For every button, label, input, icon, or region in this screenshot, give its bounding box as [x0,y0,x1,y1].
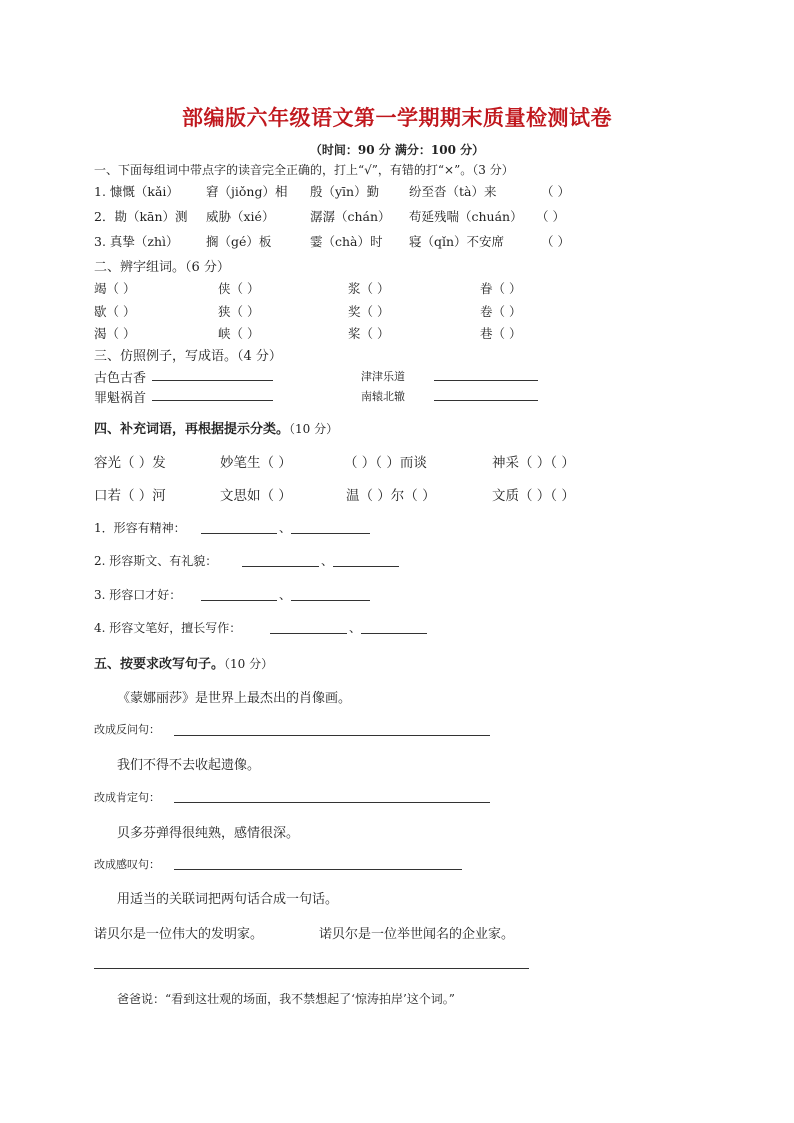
section-4-score: （10 分） [289,422,339,436]
s1-r1-b: 窘（jiǒng）相 [206,184,288,199]
s1-r2-a: 2．勘（kān）测 [94,209,188,224]
s1-r1-c: 殷（yīn）勤 [310,184,380,199]
s1-r2-e: （ ） [536,209,565,224]
idiom-example-3: 罪魁祸首 [94,391,147,406]
s1-r2-b: 威胁（xié） [206,209,275,224]
separator: 、 [349,621,362,635]
section-4-title: 四、补充词语，再根据提示分类。 [94,422,290,437]
s4-r1-c1: 容光（ ）发 [94,455,166,471]
idiom-example-1: 古色古香 [94,371,147,386]
sentence-5b: 诺贝尔是一位举世闻名的企业家。 [319,927,515,942]
answer-line[interactable] [434,380,538,381]
answer-line[interactable] [242,566,319,567]
sentence-3: 贝多芬弹得很纯熟，感情很深。 [117,826,300,841]
sentence-6: 爸爸说：“看到这壮观的场面，我不禁想起了‘惊涛拍岸’这个词。” [117,992,455,1006]
s4-r2-c1: 口若（ ）河 [94,488,166,504]
exam-title: 部编版六年级语文第一学期期末质量检测试卷 [182,106,612,130]
answer-line[interactable] [201,600,277,601]
s4-r2-c4: 文质（ ）（ ） [492,488,575,504]
s1-r1-a: 1. 慷慨（kǎi） [94,184,179,199]
answer-line[interactable] [152,380,273,381]
answer-line[interactable] [434,400,538,401]
section-5-score: （10 分） [224,657,274,671]
answer-line[interactable] [270,633,347,634]
instruction-combine: 用适当的关联词把两句话合成一句话。 [117,892,339,907]
s2-r2-c4: 卷（ ） [480,304,522,319]
s4-r1-c4: 神采（ ）（ ） [492,455,575,471]
s1-r3-d: 寝（qǐn）不安席 [409,234,505,249]
answer-line[interactable] [333,566,399,567]
s2-r3-c1: 渴（ ） [94,326,136,341]
answer-line[interactable] [174,869,462,870]
s2-r1-c1: 竭（ ） [94,281,136,296]
s4-r2-c3: 温（ ）尔（ ） [346,488,436,504]
section-5-title: 五、按要求改写句子。 [94,657,225,672]
sentence-1: 《蒙娜丽莎》是世界上最杰出的肖像画。 [117,691,352,706]
s1-r1-e: （ ） [541,184,570,199]
s2-r2-c2: 狭（ ） [218,304,260,319]
idiom-example-2: 津津乐道 [361,370,405,383]
s4-q2-label: 2. 形容斯文、有礼貌： [94,554,218,568]
section-4-heading [94,418,338,437]
separator: 、 [279,588,292,602]
section-5-heading [94,653,273,672]
s1-r3-a: 3. 真挚（zhì） [94,234,179,249]
prompt-rhetorical: 改成反问句： [94,723,160,736]
answer-line[interactable] [361,633,427,634]
s1-r3-c: 霎（chà）时 [310,234,383,249]
s1-r1-d: 纷至沓（tà）来 [409,184,497,199]
s2-r2-c3: 奖（ ） [348,304,390,319]
s2-r1-c2: 侠（ ） [218,281,260,296]
exam-subtitle: （时间：90 分 满分：100 分） [309,143,485,157]
section-1-heading: 一、下面每组词中带点字的读音完全正确的，打上“√”，有错的打“×”。（3 分） [94,163,514,177]
s4-q4-label: 4. 形容文笔好，擅长写作： [94,621,242,635]
s2-r3-c4: 巷（ ） [480,326,522,341]
prompt-affirmative: 改成肯定句： [94,791,160,804]
answer-line[interactable] [174,735,490,736]
s2-r1-c3: 浆（ ） [348,281,390,296]
s4-r2-c2: 文思如（ ） [220,488,292,504]
separator: 、 [279,521,292,535]
prompt-exclamatory: 改成感叹句： [94,858,160,871]
sentence-5a: 诺贝尔是一位伟大的发明家。 [94,927,264,942]
sentence-2: 我们不得不去收起遗像。 [117,758,261,773]
idiom-example-4: 南辕北辙 [361,390,405,403]
section-2-heading: 二、辨字组词。（6 分） [94,260,230,275]
s2-r3-c2: 峡（ ） [218,326,260,341]
answer-line[interactable] [291,600,370,601]
answer-line[interactable] [291,533,370,534]
s1-r3-e: （ ） [541,234,570,249]
s4-q3-label: 3. 形容口才好： [94,588,182,602]
s1-r3-b: 搁（gé）板 [206,234,272,249]
s1-r2-c: 潺潺（chán） [310,209,391,224]
s1-r2-d: 苟延残喘（chuán） [409,209,523,224]
answer-line[interactable] [201,533,277,534]
s2-r2-c1: 歇（ ） [94,304,136,319]
answer-line[interactable] [174,802,490,803]
s2-r3-c3: 桨（ ） [348,326,390,341]
separator: 、 [321,554,334,568]
s2-r1-c4: 眷（ ） [480,281,522,296]
s4-r1-c2: 妙笔生（ ） [220,455,292,471]
answer-line[interactable] [152,400,273,401]
answer-line[interactable] [94,968,529,969]
s4-q1-label: 1．形容有精神： [94,521,186,535]
s4-r1-c3: （ ）（ ）而谈 [344,455,427,471]
section-3-heading: 三、仿照例子，写成语。（4 分） [94,349,282,364]
